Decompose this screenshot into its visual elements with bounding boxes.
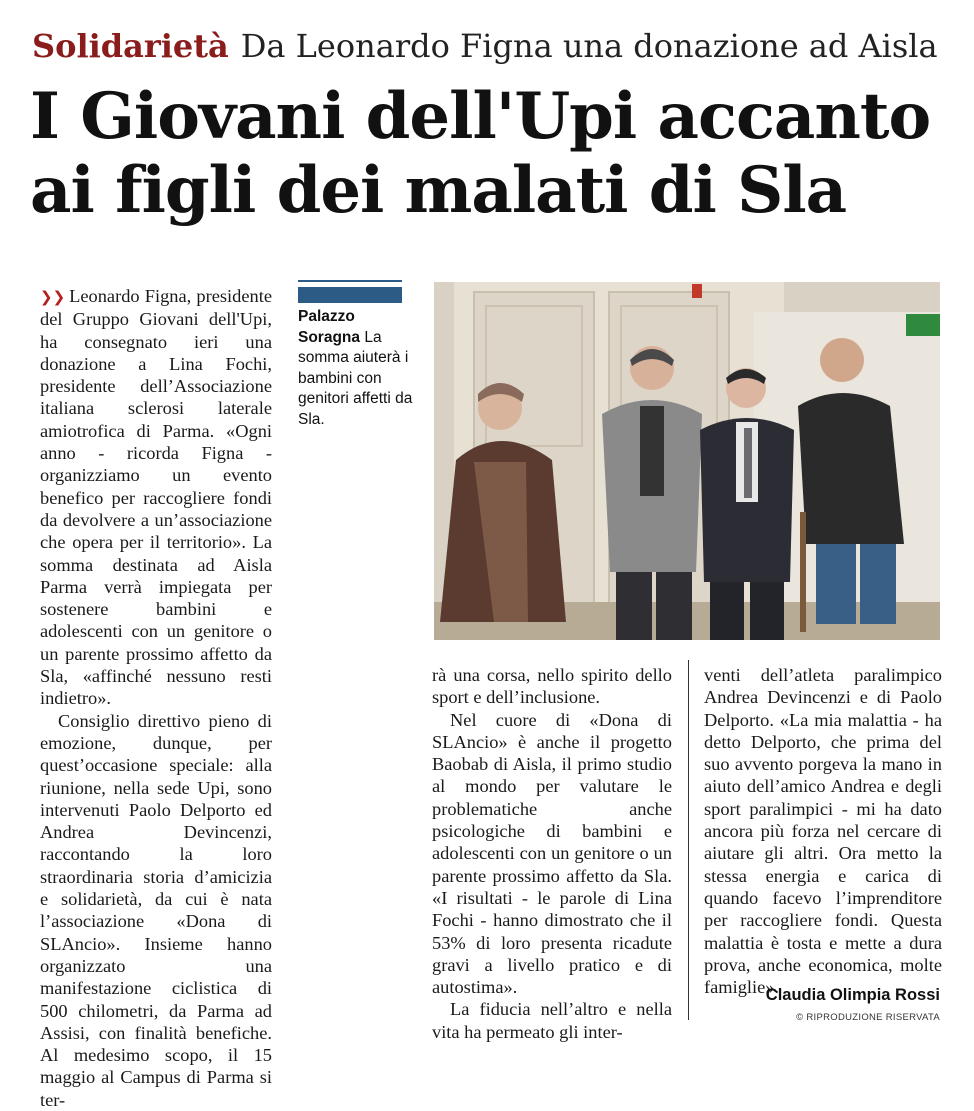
caption-top-rule — [298, 280, 402, 282]
article-headline — [30, 80, 930, 228]
caption-text: La somma aiuterà i bambini con genitori affetti da Sla. — [298, 328, 413, 428]
headline-line-2: ai figli dei malati di Sla — [30, 153, 847, 228]
paragraph-1 — [40, 285, 272, 710]
section-label: Solidarietà — [32, 27, 229, 65]
article-photo — [434, 282, 940, 640]
author-byline: Claudia Olimpia Rossi — [765, 986, 940, 1004]
photo-illustration — [434, 282, 940, 640]
caption-color-bar — [298, 287, 402, 303]
paragraph-1-text: Leonardo Figna, presidente del Gruppo Giovani dell'Upi, ha consegnato ieri una donazione a Lina Fochi, presidente dell’Associazione italiana sclerosi laterale amiotrofica di Parma. «Ogni anno - ricorda Figna - organizziamo un evento benefico per raccogliere fondi da devolvere a un’associazione che opera per il territorio». La somma destinata ad Aisla Parma verrà impiegata per sostenere bambini e adolescenti con un genitore o un parente prossimo affetto da Sla, «affinché nessuno resti indietro». — [40, 286, 272, 709]
column-divider — [688, 660, 689, 1020]
paragraph-2: Consiglio direttivo pieno di emozione, dunque, per quest’occasione speciale: alla riunione, nella sede Upi, sono intervenuti Paolo Delporto ed Andrea Devincenzi, raccontando la loro straordinaria storia d’amicizia e solidarietà, da cui è nata l’associazione «Dona di SLAncio». Insieme hanno organizzato una manifestazione ciclistica di 500 chilometri, da Parma ad Assisi, con finalità benefiche. Al medesimo scopo, il 15 maggio al Campus di Parma si ter- — [40, 710, 272, 1110]
paragraph-3: rà una corsa, nello spirito dello sport e dell’inclusione. — [432, 665, 672, 708]
photo-caption — [298, 307, 414, 430]
headline-line-1: I Giovani dell'Upi accanto — [30, 79, 931, 154]
text-column-1 — [40, 285, 272, 1111]
copyright-notice: © RIPRODUZIONE RISERVATA — [796, 1012, 940, 1023]
text-column-3 — [704, 664, 942, 998]
kicker-subtitle: Da Leonardo Figna una donazione ad Aisla — [240, 27, 938, 65]
article-kicker — [32, 26, 938, 66]
caption-place: Palazzo Soragna — [298, 308, 361, 346]
text-column-2 — [432, 664, 672, 1043]
paragraph-6: venti dell’atleta paralimpico Andrea Devincenzi e di Paolo Delporto. «La mia malattia - ha detto Delporto, che prima del suo avvento porgeva la mano in aiuto dell’amico Andrea e degli sport paralimpici - mi ha dato ancora più forza nel cercare di aiutare gli altri. Ora metto la stessa energia e carica di quando facevo l’imprenditore per raccogliere fondi. Questa malattia è tosta e mette a dura prova, anche economica, molte famiglie». — [704, 665, 942, 998]
paragraph-5: La fiducia nell’altro e nella vita ha permeato gli inter- — [432, 999, 672, 1042]
paragraph-4: Nel cuore di «Dona di SLAncio» è anche il progetto Baobab di Aisla, il primo studio al mondo per valutare le problematiche anche psicologiche di bambini e adolescenti con un genitore o un parente prossimo affetto da Sla. «I risultati - le parole di Lina Fochi - hanno dimostrato che il 53% di loro presenta ricadute gravi a livello pratico e di autostima». — [432, 709, 672, 998]
lead-marker-icon: ❯❯ — [40, 288, 66, 306]
